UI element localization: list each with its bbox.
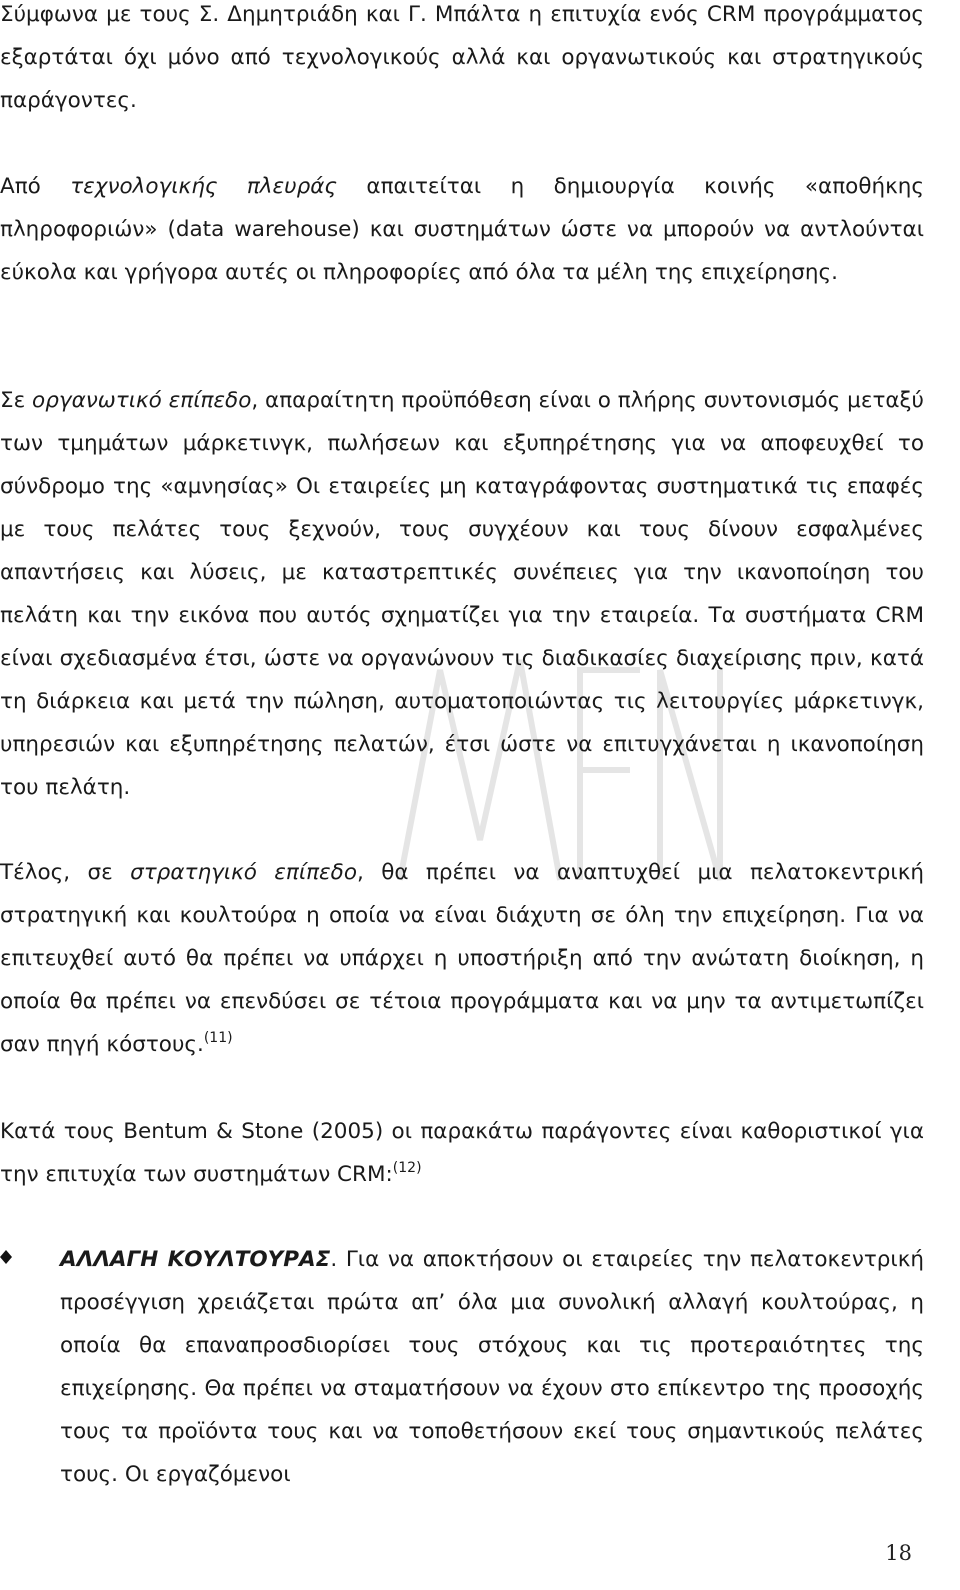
- paragraph-bentum-stone: [0, 1110, 924, 1196]
- paragraph-bentum-stone-text: Κατά τους Bentum & Stone (2005) οι παρακάτω παράγοντες είναι καθοριστικοί για την επιτυχία των συστημάτων CRM:: [0, 1119, 924, 1187]
- paragraph-technological-lead: Από: [0, 174, 71, 199]
- paragraph-organizational-emphasis: οργανωτικό επίπεδο: [32, 388, 252, 413]
- paragraph-intro: [0, 0, 924, 122]
- paragraph-technological-text: απαιτείται η δημιουργία κοινής «αποθήκης πληροφοριών» (data warehouse) και συστημάτων ώστε να μπορούν να αντλούνται εύκολα και γρήγορα αυτές οι πληροφορίες από όλα τα μέλη της επιχείρησης.: [0, 174, 925, 285]
- paragraph-strategic-text: , θα πρέπει να αναπτυχθεί μια πελατοκεντρική στρατηγική και κουλτούρα η οποία να είναι διάχυτη σε όλη την επιχείρηση. Για να επιτευχθεί αυτό θα πρέπει να υπάρχει η υποστήριξη από την ανώτατη διοίκηση, η οποία θα πρέπει να επενδύσει σε τέτοια προγράμματα και να μην τα αντιμετωπίζει σαν πηγή κόστους.: [0, 860, 924, 1057]
- paragraph-organizational: [0, 379, 924, 809]
- paragraph-organizational-text: , απαραίτητη προϋπόθεση είναι ο πλήρης συντονισμός μεταξύ των τμημάτων μάρκετινγκ, πωλήσεων και εξυπηρέτησης για να αποφευχθεί το σύνδρομο της «αμνησίας» Οι εταιρείες μη καταγράφοντας συστηματικά τις επαφές με τους πελάτες τους ξεχνούν, τους συγχέουν και τους δίνουν εσφαλμένες απαντήσεις και λύσεις, με καταστρεπτικές συνέπειες για την ικανοποίηση του πελάτη και την εικόνα που αυτός σχηματίζει για την εταιρεία. Τα συστήματα CRM είναι σχεδιασμένα έτσι, ώστε να οργανώνουν τις διαδικασίες διαχείρισης πριν, κατά τη διάρκεια και μετά την πώληση, αυτοματοποιώντας τις λειτουργίες μάρκετινγκ, υπηρεσιών και εξυπηρέτησης πελατών, έτσι ώστε να επιτυγχάνεται η ικανοποίηση του πελάτη.: [0, 388, 924, 800]
- paragraph-intro-text: Σύμφωνα με τους Σ. Δημητριάδη και Γ. Μπάλτα η επιτυχία ενός CRM προγράμματος εξαρτάται όχι μόνο από τεχνολογικούς αλλά και οργανωτικούς και στρατηγικούς παράγοντες.: [0, 2, 924, 113]
- paragraph-organizational-lead: Σε: [0, 388, 33, 413]
- paragraph-strategic-lead: Τέλος, σε: [0, 860, 131, 885]
- paragraph-strategic-emphasis: στρατηγικό επίπεδο: [130, 860, 357, 885]
- bullet-item-text: [60, 1238, 924, 1496]
- paragraph-strategic: [0, 851, 924, 1066]
- bullet-item-title: ΑΛΛΑΓΗ ΚΟΥΛΤΟΥΡΑΣ: [60, 1247, 331, 1272]
- page-number: 18: [885, 1541, 912, 1565]
- footnote-reference-11: (11): [203, 1030, 233, 1046]
- bullet-item-body: . Για να αποκτήσουν οι εταιρείες την πελατοκεντρική προσέγγιση χρειάζεται πρώτα απ’ όλα μια συνολική αλλαγή κουλτούρας, η οποία θα επαναπροσδιορίσει τους στόχους και τις προτεραιότητες της επιχείρησης. Θα πρέπει να σταματήσουν να έχουν στο επίκεντρο της προσοχής τους τα προϊόντα τους και να τοποθετήσουν εκεί τους σημαντικούς πελάτες τους. Οι εργαζόμενοι: [60, 1247, 924, 1487]
- paragraph-technological: [0, 165, 924, 294]
- diamond-bullet-icon: [0, 1250, 12, 1264]
- footnote-reference-12: (12): [392, 1160, 422, 1176]
- paragraph-technological-emphasis: τεχνολογικής πλευράς: [70, 174, 338, 199]
